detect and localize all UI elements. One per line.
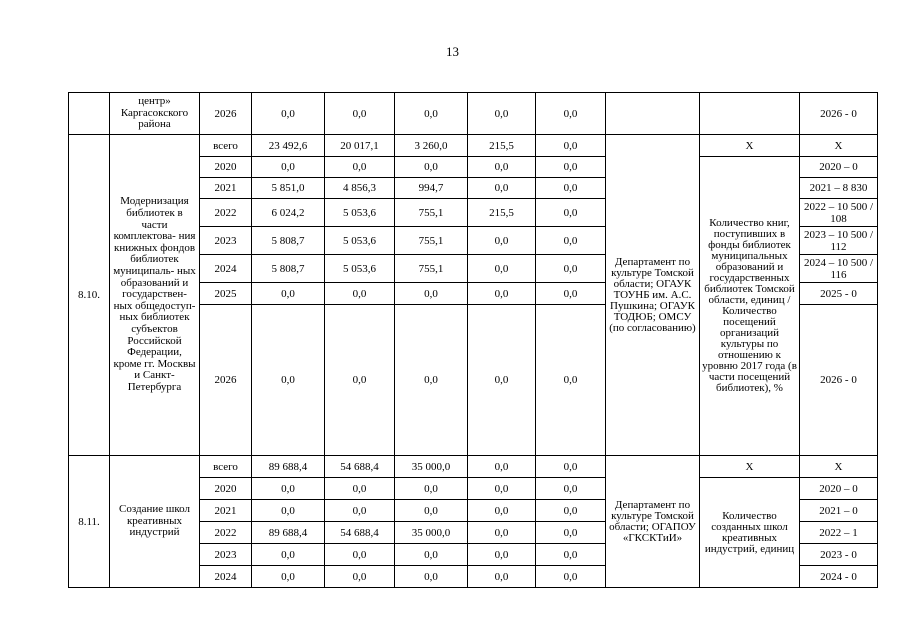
value-cell: 0,0 xyxy=(536,544,606,566)
value-cell: 0,0 xyxy=(536,522,606,544)
value-cell: 0,0 xyxy=(395,305,468,456)
indicator-cell: Количество книг, поступивших в фонды библиотек муниципальных образований и государственных библиотек Томской области, единиц / Количество посещений организаций культуры по отношению к уровню 2017 года (в части посещений библиотек), % xyxy=(700,157,800,456)
value-cell: 6 024,2 xyxy=(252,199,325,227)
executor-cell xyxy=(606,93,700,135)
indicator-cell: Количество созданных школ креативных индустрий, единиц xyxy=(700,478,800,588)
value-cell: 0,0 xyxy=(252,478,325,500)
indicator-cell xyxy=(700,93,800,135)
year-cell: 2020 xyxy=(200,478,252,500)
value-cell: 5 851,0 xyxy=(252,178,325,199)
value-cell: 0,0 xyxy=(468,544,536,566)
value-cell: 0,0 xyxy=(536,283,606,305)
target-cell: 2024 – 10 500 / 116 xyxy=(800,255,878,283)
year-cell: 2024 xyxy=(200,566,252,588)
year-cell: всего xyxy=(200,135,252,157)
value-cell: 0,0 xyxy=(325,544,395,566)
value-cell: 0,0 xyxy=(325,478,395,500)
value-cell: 0,0 xyxy=(395,157,468,178)
value-cell: 0,0 xyxy=(252,283,325,305)
executor-cell: Департамент по культуре Томской области; ОГАУК ТОУНБ им. А.С. Пушкина; ОГАУК ТОДЮБ; ОМСУ (по согласованию) xyxy=(606,135,700,456)
target-cell: 2022 – 10 500 / 108 xyxy=(800,199,878,227)
target-cell: 2023 – 10 500 / 112 xyxy=(800,227,878,255)
indicator-value-cell: X xyxy=(700,456,800,478)
value-cell: 0,0 xyxy=(395,478,468,500)
table-row xyxy=(69,135,878,157)
year-cell: 2024 xyxy=(200,255,252,283)
row-number-cell: 8.11. xyxy=(69,456,110,588)
value-cell: 0,0 xyxy=(325,566,395,588)
value-cell: 0,0 xyxy=(536,135,606,157)
target-cell: 2021 – 8 830 xyxy=(800,178,878,199)
value-cell: 5 053,6 xyxy=(325,227,395,255)
value-cell: 755,1 xyxy=(395,255,468,283)
year-cell: 2022 xyxy=(200,522,252,544)
value-cell: 0,0 xyxy=(468,522,536,544)
target-cell: 2026 - 0 xyxy=(800,305,878,456)
value-cell: 0,0 xyxy=(395,283,468,305)
value-cell: 23 492,6 xyxy=(252,135,325,157)
value-cell: 0,0 xyxy=(252,544,325,566)
executor-cell: Департамент по культуре Томской области; ОГАПОУ «ГКСКТиИ» xyxy=(606,456,700,588)
value-cell: 20 017,1 xyxy=(325,135,395,157)
indicator-value-cell: X xyxy=(700,135,800,157)
value-cell: 0,0 xyxy=(252,500,325,522)
target-cell: 2020 – 0 xyxy=(800,157,878,178)
value-cell: 0,0 xyxy=(468,178,536,199)
value-cell: 89 688,4 xyxy=(252,522,325,544)
value-cell: 0,0 xyxy=(536,500,606,522)
value-cell: 0,0 xyxy=(325,157,395,178)
value-cell: 0,0 xyxy=(325,500,395,522)
year-cell: всего xyxy=(200,456,252,478)
measure-name-cell: центр» Каргасокского района xyxy=(110,93,200,135)
target-cell: 2021 – 0 xyxy=(800,500,878,522)
value-cell: 0,0 xyxy=(536,199,606,227)
target-cell: 2023 - 0 xyxy=(800,544,878,566)
value-cell: 755,1 xyxy=(395,199,468,227)
row-number-cell xyxy=(69,93,110,135)
value-cell: 5 808,7 xyxy=(252,227,325,255)
target-cell: 2025 - 0 xyxy=(800,283,878,305)
value-cell: 0,0 xyxy=(468,456,536,478)
value-cell: 35 000,0 xyxy=(395,456,468,478)
target-cell: 2020 – 0 xyxy=(800,478,878,500)
target-cell: 2022 – 1 xyxy=(800,522,878,544)
value-cell: 54 688,4 xyxy=(325,522,395,544)
year-cell: 2021 xyxy=(200,500,252,522)
value-cell: 0,0 xyxy=(536,227,606,255)
measure-name-cell: Создание школ креативных индустрий xyxy=(110,456,200,588)
measure-name-cell: Модернизация библиотек в части комплектова- ния книжных фондов библиотек муниципаль- ных образований и государствен- ных общедоступ- ных библиотек субъектов Российской Федерации, кроме гг. Москвы и Санкт- Петербурга xyxy=(110,135,200,456)
value-cell: 0,0 xyxy=(468,93,536,135)
value-cell: 215,5 xyxy=(468,135,536,157)
value-cell: 0,0 xyxy=(536,305,606,456)
value-cell: 0,0 xyxy=(252,93,325,135)
value-cell: 5 808,7 xyxy=(252,255,325,283)
value-cell: 5 053,6 xyxy=(325,199,395,227)
value-cell: 0,0 xyxy=(325,305,395,456)
value-cell: 0,0 xyxy=(395,500,468,522)
value-cell: 0,0 xyxy=(468,305,536,456)
value-cell: 0,0 xyxy=(252,566,325,588)
value-cell: 3 260,0 xyxy=(395,135,468,157)
year-cell: 2026 xyxy=(200,93,252,135)
value-cell: 5 053,6 xyxy=(325,255,395,283)
year-cell: 2023 xyxy=(200,227,252,255)
value-cell: 0,0 xyxy=(536,478,606,500)
value-cell: 35 000,0 xyxy=(395,522,468,544)
target-cell: 2024 - 0 xyxy=(800,566,878,588)
value-cell: 54 688,4 xyxy=(325,456,395,478)
value-cell: 89 688,4 xyxy=(252,456,325,478)
table-row xyxy=(69,456,878,478)
value-cell: 0,0 xyxy=(395,93,468,135)
value-cell: 215,5 xyxy=(468,199,536,227)
value-cell: 0,0 xyxy=(468,157,536,178)
year-cell: 2026 xyxy=(200,305,252,456)
target-cell: X xyxy=(800,135,878,157)
value-cell: 0,0 xyxy=(468,500,536,522)
target-cell: X xyxy=(800,456,878,478)
value-cell: 755,1 xyxy=(395,227,468,255)
value-cell: 0,0 xyxy=(536,566,606,588)
value-cell: 4 856,3 xyxy=(325,178,395,199)
table-row xyxy=(69,93,878,135)
page-number: 13 xyxy=(446,44,459,59)
value-cell: 0,0 xyxy=(325,283,395,305)
value-cell: 0,0 xyxy=(468,478,536,500)
row-number-cell: 8.10. xyxy=(69,135,110,456)
year-cell: 2022 xyxy=(200,199,252,227)
target-cell: 2026 - 0 xyxy=(800,93,878,135)
value-cell: 0,0 xyxy=(536,456,606,478)
value-cell: 0,0 xyxy=(468,283,536,305)
year-cell: 2020 xyxy=(200,157,252,178)
year-cell: 2023 xyxy=(200,544,252,566)
value-cell: 0,0 xyxy=(395,544,468,566)
value-cell: 0,0 xyxy=(468,255,536,283)
value-cell: 0,0 xyxy=(468,227,536,255)
year-cell: 2021 xyxy=(200,178,252,199)
value-cell: 0,0 xyxy=(252,305,325,456)
value-cell: 0,0 xyxy=(468,566,536,588)
value-cell: 0,0 xyxy=(325,93,395,135)
value-cell: 0,0 xyxy=(536,93,606,135)
budget-table xyxy=(68,92,878,588)
value-cell: 0,0 xyxy=(536,157,606,178)
value-cell: 0,0 xyxy=(252,157,325,178)
value-cell: 0,0 xyxy=(536,178,606,199)
value-cell: 0,0 xyxy=(395,566,468,588)
value-cell: 0,0 xyxy=(536,255,606,283)
value-cell: 994,7 xyxy=(395,178,468,199)
year-cell: 2025 xyxy=(200,283,252,305)
